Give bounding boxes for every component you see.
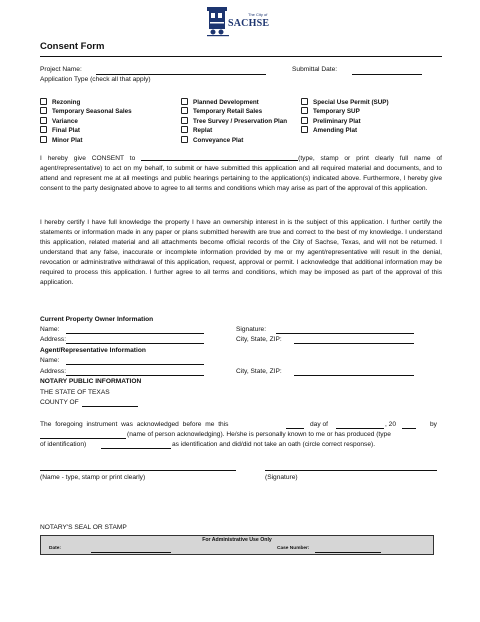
owner-city-label: City, State, ZIP: [236, 336, 282, 343]
consent-paragraph: I hereby give CONSENT to (type, stamp or print clearly full name of agent/representative) to act on my behalf, to submit or have submitted this application and all required material and documents, and to attend and represent me at all meetings and public hearings pertaining to the application(s) indicated above. Furthermore, I hereby give consent to the party designated above to agree to all terms and conditions which may arise as part of the approval of this application. [40, 155, 442, 192]
admin-date-label: Date: [49, 546, 61, 551]
agent-address-label: Address: [40, 368, 67, 375]
checkbox-icon[interactable] [301, 126, 308, 133]
submittal-date-label: Submittal Date: [292, 66, 338, 73]
owner-signature-label: Signature: [236, 326, 267, 333]
agent-city-field[interactable] [294, 375, 414, 376]
owner-address-label: Address: [40, 336, 67, 343]
owner-signature-field[interactable] [276, 333, 414, 334]
day-field[interactable] [286, 428, 304, 429]
year-label: , 20 [385, 421, 396, 428]
checkbox-icon[interactable] [181, 107, 188, 114]
person-acknowledging-field[interactable] [40, 438, 126, 439]
notary-signature-field[interactable] [265, 470, 437, 471]
certification-paragraph: I hereby certify I have full knowledge the property I have an ownership interest in is the subject of this application. I further certify the statements or information made in any paper or plans submitted herewith are true and correct to the best of my knowledge. I understand this application, related material and all attachments become official records of the City of Sachse, Texas, and will not be returned. I understand that any false, inaccurate or incomplete information provided by me or my agent/representative will result in the denial, revocation or administrative withdrawal of this application, request, approval or permit. I acknowledge that additional information may be required to process this application. I further agree to all terms and conditions, which may be imposed as part of the approval of this application. [40, 219, 442, 286]
checkbox-icon[interactable] [181, 126, 188, 133]
checkbox-special-use-permit[interactable]: Special Use Permit (SUP) [301, 98, 389, 106]
identification-field[interactable] [101, 448, 171, 449]
checkbox-temporary-sup[interactable]: Temporary SUP [301, 107, 360, 115]
notary-signature-caption: (Signature) [265, 474, 298, 481]
checkbox-icon[interactable] [301, 117, 308, 124]
admin-case-label: Case Number: [277, 546, 310, 551]
agent-name-field[interactable] [141, 154, 298, 161]
ack-line-2: (name of person acknowledging). He/she is personally known to me or has produced (type [127, 431, 391, 438]
admin-case-field[interactable] [315, 552, 381, 553]
project-name-field[interactable] [96, 74, 266, 75]
notary-county-label: COUNTY OF [40, 399, 79, 406]
agent-name-input[interactable] [66, 364, 204, 365]
notary-heading: NOTARY PUBLIC INFORMATION [40, 378, 142, 385]
checkbox-variance[interactable]: Variance [40, 117, 78, 125]
checkbox-amending-plat[interactable]: Amending Plat [301, 126, 357, 134]
checkbox-minor-plat[interactable]: Minor Plat [40, 136, 82, 144]
agent-name-label: Name: [40, 357, 60, 364]
page-title: Consent Form [40, 41, 105, 52]
checkbox-temporary-seasonal-sales[interactable]: Temporary Seasonal Sales [40, 107, 132, 115]
notary-name-field[interactable] [40, 470, 236, 471]
checkbox-icon[interactable] [301, 98, 308, 105]
ack-text: The foregoing instrument was acknowledged before me this [40, 421, 229, 428]
ack-line-3: as identification and did/did not take an oath (circle correct response). [172, 441, 376, 448]
admin-use-box [40, 535, 434, 555]
owner-city-field[interactable] [294, 343, 414, 344]
checkbox-icon[interactable] [40, 107, 47, 114]
identification-label: of identification) [40, 441, 87, 448]
submittal-date-field[interactable] [352, 74, 422, 75]
checkbox-temporary-retail-sales[interactable]: Temporary Retail Sales [181, 107, 262, 115]
owner-name-field[interactable] [66, 333, 204, 334]
checkbox-icon[interactable] [181, 136, 188, 143]
checkbox-replat[interactable]: Replat [181, 126, 212, 134]
logo-tagline: The City of [248, 12, 268, 17]
month-field[interactable] [336, 428, 384, 429]
year-field[interactable] [402, 428, 416, 429]
checkbox-conveyance-plat[interactable]: Conveyance Plat [181, 136, 243, 144]
by-label: by [430, 421, 437, 428]
county-field[interactable] [82, 406, 138, 407]
logo-text: SACHSE [228, 18, 270, 29]
notary-name-caption: (Name - type, stamp or print clearly) [40, 474, 146, 481]
checkbox-preliminary-plat[interactable]: Preliminary Plat [301, 117, 361, 125]
owner-heading: Current Property Owner Information [40, 316, 154, 323]
checkbox-icon[interactable] [181, 98, 188, 105]
checkbox-final-plat[interactable]: Final Plat [40, 126, 80, 134]
checkbox-rezoning[interactable]: Rezoning [40, 98, 80, 106]
owner-address-field[interactable] [66, 343, 204, 344]
notary-state: THE STATE OF TEXAS [40, 389, 110, 396]
checkbox-icon[interactable] [301, 107, 308, 114]
checkbox-icon[interactable] [40, 117, 47, 124]
admin-date-field[interactable] [91, 552, 171, 553]
day-of-label: day of [310, 421, 328, 428]
title-rule [40, 56, 442, 57]
checkbox-tree-survey[interactable]: Tree Survey / Preservation Plan [181, 117, 287, 125]
notary-seal-label: NOTARY'S SEAL OR STAMP [40, 524, 127, 531]
application-type-label: Application Type (check all that apply) [40, 76, 151, 83]
checkbox-icon[interactable] [40, 98, 47, 105]
agent-address-field[interactable] [66, 375, 204, 376]
checkbox-icon[interactable] [40, 126, 47, 133]
admin-title: For Administrative Use Only [202, 537, 272, 543]
checkbox-icon[interactable] [181, 117, 188, 124]
project-name-label: Project Name: [40, 66, 82, 73]
owner-name-label: Name: [40, 326, 60, 333]
checkbox-planned-development[interactable]: Planned Development [181, 98, 259, 106]
agent-city-label: City, State, ZIP: [236, 368, 282, 375]
agent-heading: Agent/Representative Information [40, 347, 146, 354]
checkbox-icon[interactable] [40, 136, 47, 143]
